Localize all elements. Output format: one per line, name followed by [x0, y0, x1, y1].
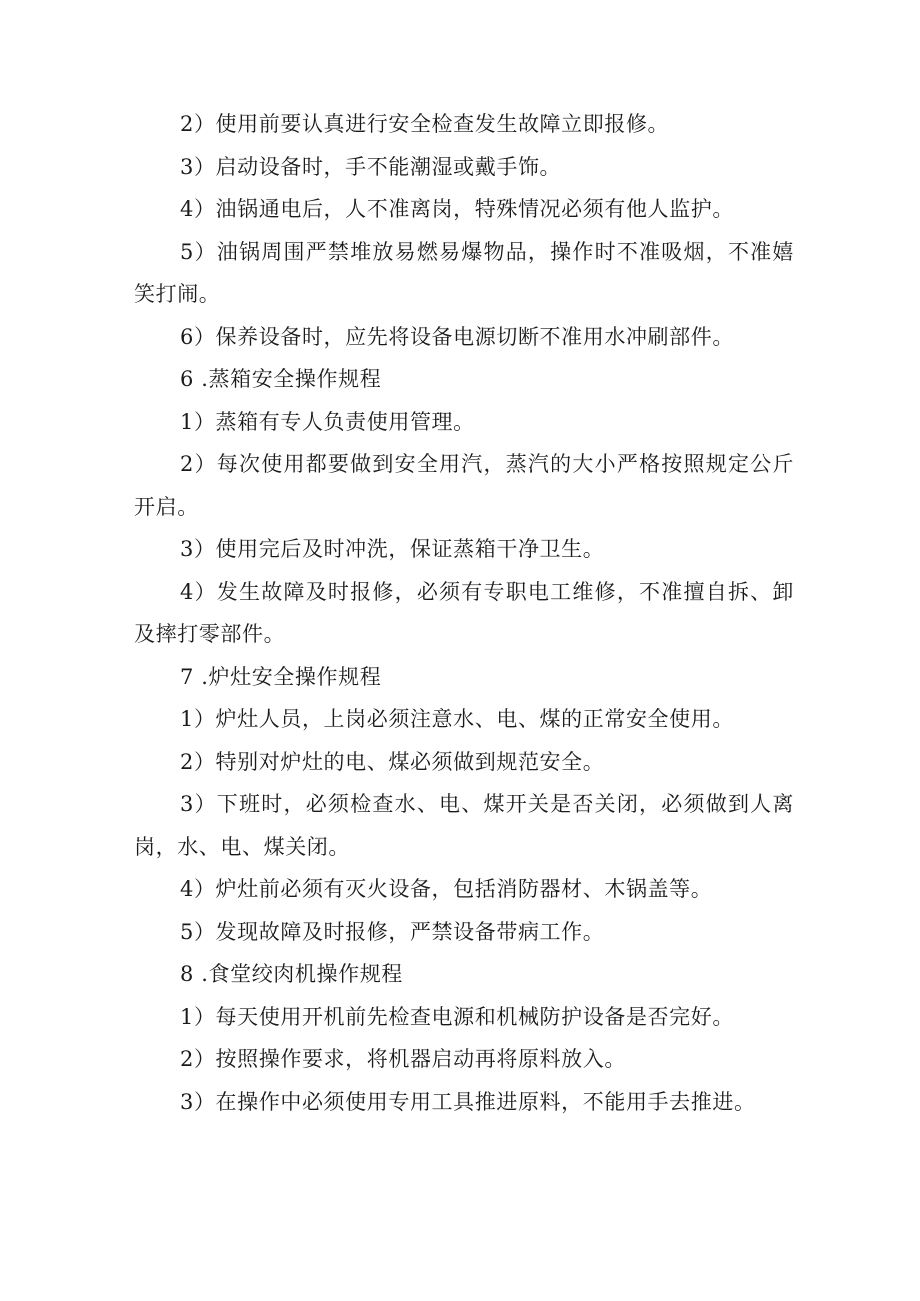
oil-pot-rule-4: 4）油锅通电后，人不准离岗，特殊情况必须有他人监护。 — [180, 197, 734, 221]
steamer-rule-3: 3）使用完后及时冲洗，保证蒸箱干净卫生。 — [180, 537, 605, 561]
oil-pot-rule-2: 2）使用前要认真进行安全检查发生故障立即报修。 — [180, 112, 670, 136]
stove-rule-1: 1）炉灶人员，上岗必须注意水、电、煤的正常安全使用。 — [180, 707, 734, 731]
section-heading-steamer: 6 .蒸箱安全操作规程 — [180, 367, 382, 391]
oil-pot-rule-3: 3）启动设备时，手不能潮湿或戴手饰。 — [180, 154, 562, 179]
section-heading-meat-grinder: 8 .食堂绞肉机操作规程 — [180, 962, 403, 986]
section-heading-stove: 7 .炉灶安全操作规程 — [180, 664, 382, 689]
oil-pot-rule-5: 5）油锅周围严禁堆放易燃易爆物品，操作时不准吸烟，不准嬉笑打闹。 — [134, 239, 794, 306]
stove-rule-2: 2）特别对炉灶的电、煤必须做到规范安全。 — [180, 749, 605, 774]
meat-grinder-rule-1: 1）每天使用开机前先检查电源和机械防护设备是否完好。 — [180, 1004, 734, 1029]
oil-pot-rule-6: 6）保养设备时，应先将设备电源切断不准用水冲刷部件。 — [180, 324, 734, 349]
steamer-rule-4: 4）发生故障及时报修，必须有专职电工维修，不准擅自拆、卸及摔打零部件。 — [134, 579, 794, 646]
stove-rule-4: 4）炉灶前必须有灭火设备，包括消防器材、木锅盖等。 — [180, 877, 713, 901]
steamer-rule-1: 1）蒸箱有专人负责使用管理。 — [180, 409, 475, 434]
meat-grinder-rule-3: 3）在操作中必须使用专用工具推进原料，不能用手去推进。 — [180, 1089, 756, 1114]
meat-grinder-rule-2: 2）按照操作要求，将机器启动再将原料放入。 — [180, 1047, 626, 1071]
stove-rule-5: 5）发现故障及时报修，严禁设备带病工作。 — [180, 919, 605, 944]
document-body — [134, 103, 794, 1123]
steamer-rule-2: 2）每次使用都要做到安全用汽，蒸汽的大小严格按照规定公斤开启。 — [134, 452, 794, 519]
stove-rule-3: 3）下班时，必须检查水、电、煤开关是否关闭，必须做到人离岗，水、电、煤关闭。 — [134, 792, 794, 859]
